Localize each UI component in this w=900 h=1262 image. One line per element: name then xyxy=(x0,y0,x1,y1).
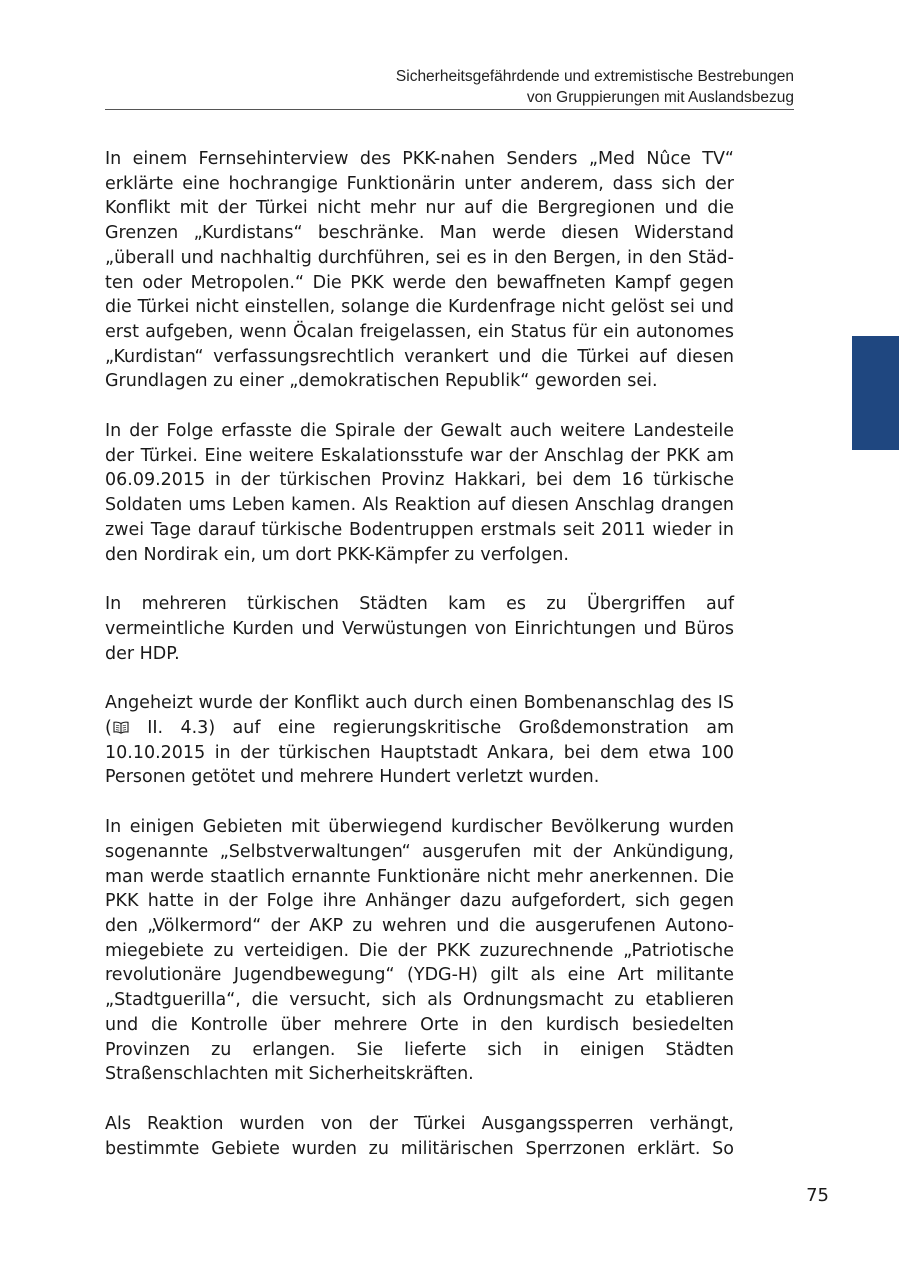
paragraph-curfews: Als Reaktion wurden von der Türkei Ausgangssperren verhängt, bestimmte Gebiete wurden zu militärischen Sperrzonen erklärt. So xyxy=(105,1113,734,1159)
running-header-line-2: von Gruppierungen mit Auslandsbezug xyxy=(526,89,794,106)
chapter-thumb-tab xyxy=(852,336,899,450)
ankara-text-before-reference: Angeheizt wurde der Konflikt auch durch einen Bombenanschlag des IS ( xyxy=(105,693,734,739)
body-text xyxy=(105,147,734,1186)
paragraph-self-administrations: In einigen Gebieten mit überwiegend kurdischer Bevölkerung wurden sogenannte „Selbstverwaltungen“ ausgerufen mit der Ankündigung, man werde staatlich ernannte Funktionäre nicht mehr anerkennen. Die PKK hatte in der Folge ihre Anhänger dazu aufgefordert, sich gegen den „Völkermord“ der AKP zu wehren und die ausgerufenen Autonomiegebiete zu verteidigen. Die der PKK zuzurechnende „Patriotische revolutionäre Jugendbewegung“ (YDG-H) gilt als eine Art militante „Stadtguerilla“, die versucht, sich als Ordnungsmacht zu etablieren und die Kontrolle über mehrere Orte in den kurdisch besiedelten Provinzen zu erlangen. Sie lieferte sich in einigen Städten Straßenschlachten mit Sicherheitskräften. xyxy=(105,817,734,1085)
page-number: 75 xyxy=(806,1185,829,1206)
paragraph-hakkari-attack: In der Folge erfasste die Spirale der Gewalt auch weitere Landesteile der Türkei. Eine weitere Eskalationsstufe war der Anschlag der PKK am 06.09.2015 in der türkischen Provinz Hakkari, bei dem 16 türkische Soldaten ums Leben kamen. Als Reaktion auf diesen Anschlag drangen zwei Tage darauf türkische Bodentruppen erstmals seit 2011 wieder in den Nordirak ein, um dort PKK-Kämpfer zu verfolgen. xyxy=(105,421,734,565)
running-header-line-1: Sicherheitsgefährdende und extremistische Bestrebungen xyxy=(395,68,794,85)
header-divider xyxy=(105,109,794,110)
running-header xyxy=(94,66,794,108)
open-book-icon xyxy=(113,721,129,734)
paragraph-med-nuce-interview: In einem Fernsehinterview des PKK-nahen Senders „Med Nûce TV“ erklärte eine hochrangige Funktionärin unter anderem, dass sich der Konflikt mit der Türkei nicht mehr nur auf die Bergregionen und die Grenzen „Kurdistans“ beschränke. Man werde diesen Widerstand „überall und nachhaltig durchführen, sei es in den Bergen, in den Städten oder Metropolen.“ Die PKK werde den bewaffneten Kampf gegen die Türkei nicht einstellen, solange die Kurdenfrage nicht gelöst sei und erst aufgeben, wenn Öcalan freigelassen, ein Status für ein autonomes „Kurdistan“ verfassungsrechtlich verankert und die Türkei auf diesen Grundlagen zu einer „demokratischen Republik“ geworden sei. xyxy=(105,149,734,392)
paragraph-attacks-on-kurds: In mehreren türkischen Städten kam es zu Übergriffen auf vermeintliche Kurden und Verwüstungen von Einrichtungen und Büros der HDP. xyxy=(105,594,734,664)
paragraph-ankara-bombing xyxy=(105,691,734,790)
ankara-text-after-reference: II. 4.3) auf eine regierungskritische Großdemonstration am 10.10.2015 in der türkischen Hauptstadt Ankara, bei dem etwa 100 Personen getötet und mehrere Hundert verletzt wurden. xyxy=(105,718,734,788)
